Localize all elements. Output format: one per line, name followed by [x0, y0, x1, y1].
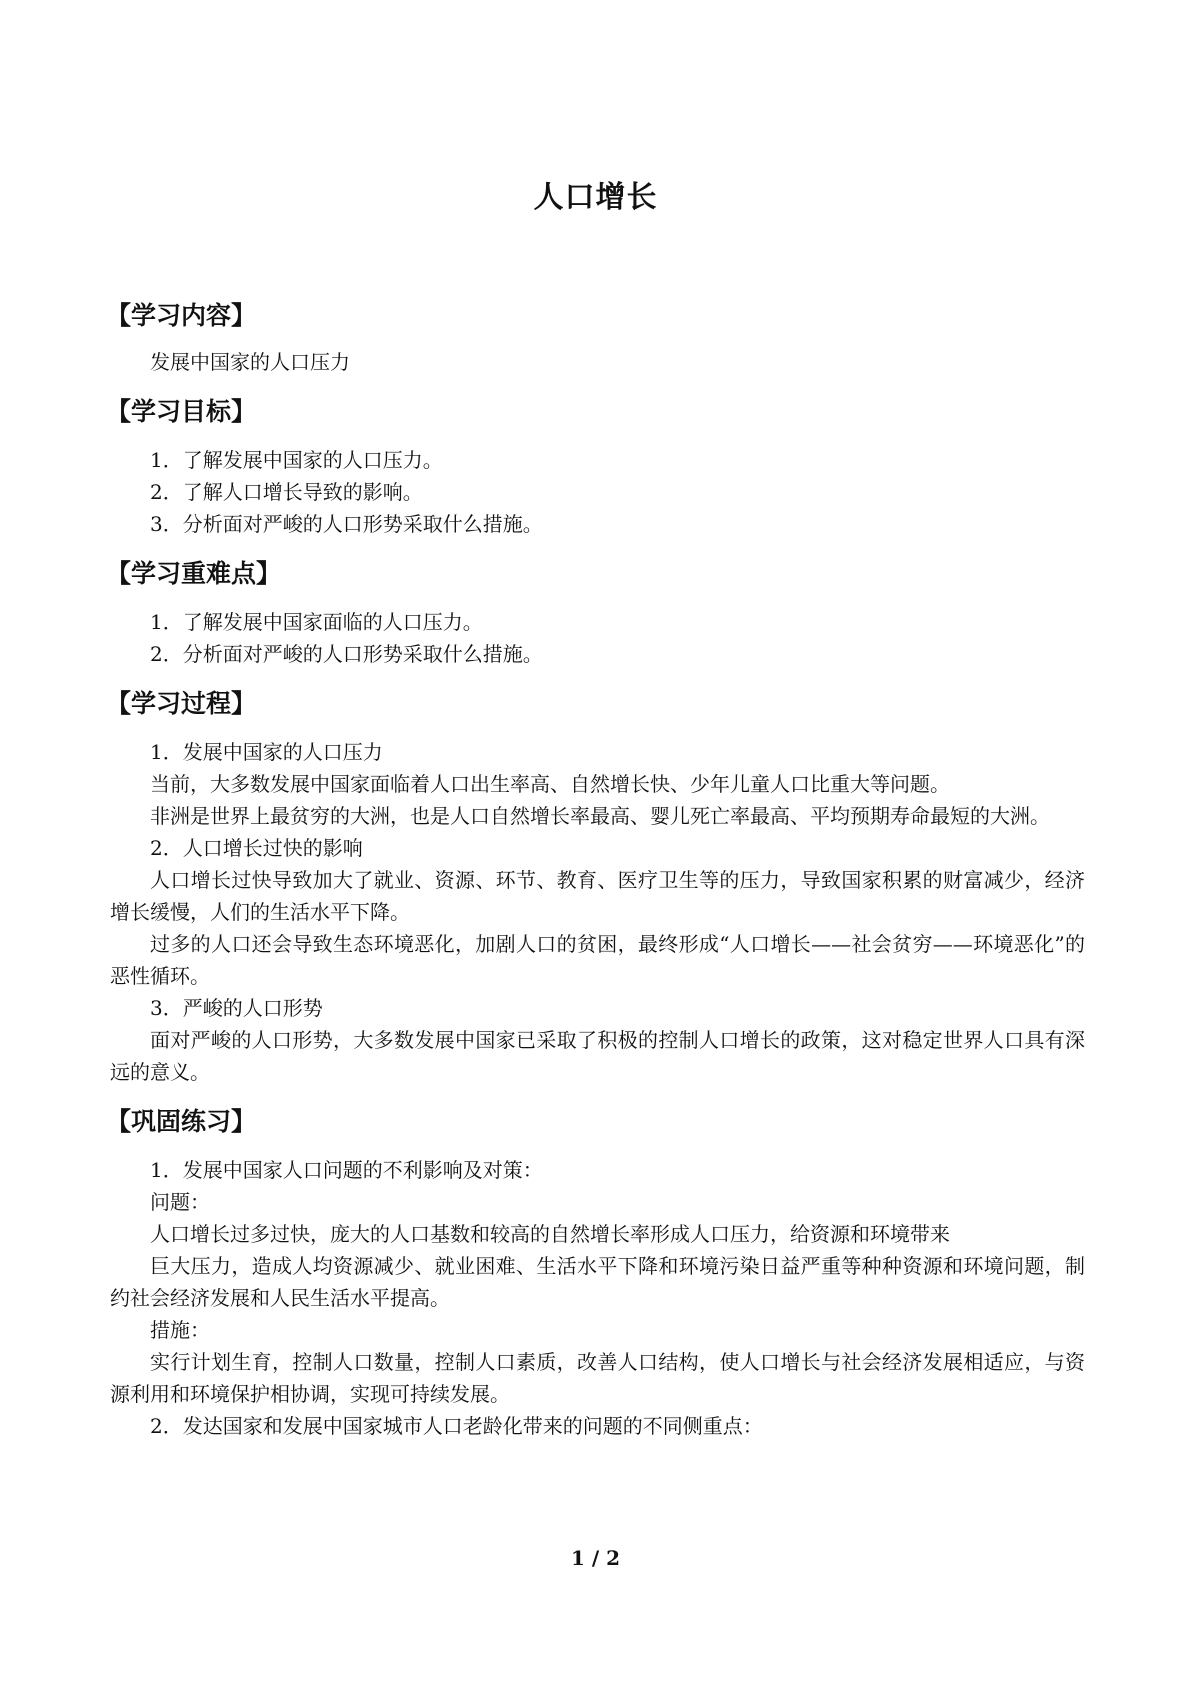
- practice-paragraph: 巨大压力，造成人均资源减少、就业困难、生活水平下降和环境污染日益严重等种种资源和环境问题，制约社会经济发展和人民生活水平提高。: [110, 1254, 1085, 1310]
- study-process-body: [110, 736, 1085, 1088]
- practice-question: 2．发达国家和发展中国家城市人口老龄化带来的问题的不同侧重点：: [150, 1414, 763, 1438]
- heading-study-goals: 【学习目标】: [106, 397, 257, 426]
- process-subheading: 2．人口增长过快的影响: [150, 836, 363, 860]
- process-paragraph: 人口增长过快导致加大了就业、资源、环节、教育、医疗卫生等的压力，导致国家积累的财富减少，经济增长缓慢，人们的生活水平下降。: [110, 868, 1085, 924]
- practice-paragraph: 实行计划生育，控制人口数量，控制人口素质，改善人口结构，使人口增长与社会经济发展相适应，与资源利用和环境保护相协调，实现可持续发展。: [110, 1350, 1085, 1406]
- study-goals-list: [110, 444, 1085, 540]
- process-paragraph: 非洲是世界上最贫穷的大洲，也是人口自然增长率最高、婴儿死亡率最高、平均预期寿命最短的大洲。: [150, 804, 1050, 828]
- key-point-item: 2．分析面对严峻的人口形势采取什么措施。: [150, 642, 543, 666]
- document-body: [106, 300, 1085, 1442]
- goal-item: 2．了解人口增长导致的影响。: [150, 480, 423, 504]
- process-paragraph: 面对严峻的人口形势，大多数发展中国家已采取了积极的控制人口增长的政策，这对稳定世界人口具有深远的意义。: [110, 1028, 1085, 1084]
- heading-study-content: 【学习内容】: [106, 301, 257, 330]
- heading-practice: 【巩固练习】: [106, 1107, 257, 1136]
- practice-question: 1．发展中国家人口问题的不利影响及对策：: [150, 1158, 543, 1182]
- heading-study-process: 【学习过程】: [106, 689, 257, 718]
- heading-key-points: 【学习重难点】: [106, 559, 282, 588]
- key-point-item: 1．了解发展中国家面临的人口压力。: [150, 610, 483, 634]
- process-paragraph: 过多的人口还会导致生态环境恶化，加剧人口的贫困，最终形成“人口增长——社会贫穷——环境恶化”的恶性循环。: [110, 932, 1085, 988]
- study-content-text: 发展中国家的人口压力: [150, 350, 350, 374]
- page-number: 1 / 2: [570, 1546, 621, 1570]
- goal-item: 3．分析面对严峻的人口形势采取什么措施。: [150, 512, 543, 536]
- practice-paragraph: 人口增长过多过快，庞大的人口基数和较高的自然增长率形成人口压力，给资源和环境带来: [150, 1222, 950, 1246]
- process-paragraph: 当前，大多数发展中国家面临着人口出生率高、自然增长快、少年儿童人口比重大等问题。: [150, 772, 950, 796]
- document-title: 人口增长: [533, 180, 658, 215]
- practice-label: 措施：: [150, 1318, 210, 1342]
- key-points-list: [110, 606, 1085, 670]
- process-subheading: 3．严峻的人口形势: [150, 996, 323, 1020]
- goal-item: 1．了解发展中国家的人口压力。: [150, 448, 443, 472]
- practice-label: 问题：: [150, 1190, 210, 1214]
- process-subheading: 1．发展中国家的人口压力: [150, 740, 383, 764]
- practice-body: [110, 1154, 1085, 1442]
